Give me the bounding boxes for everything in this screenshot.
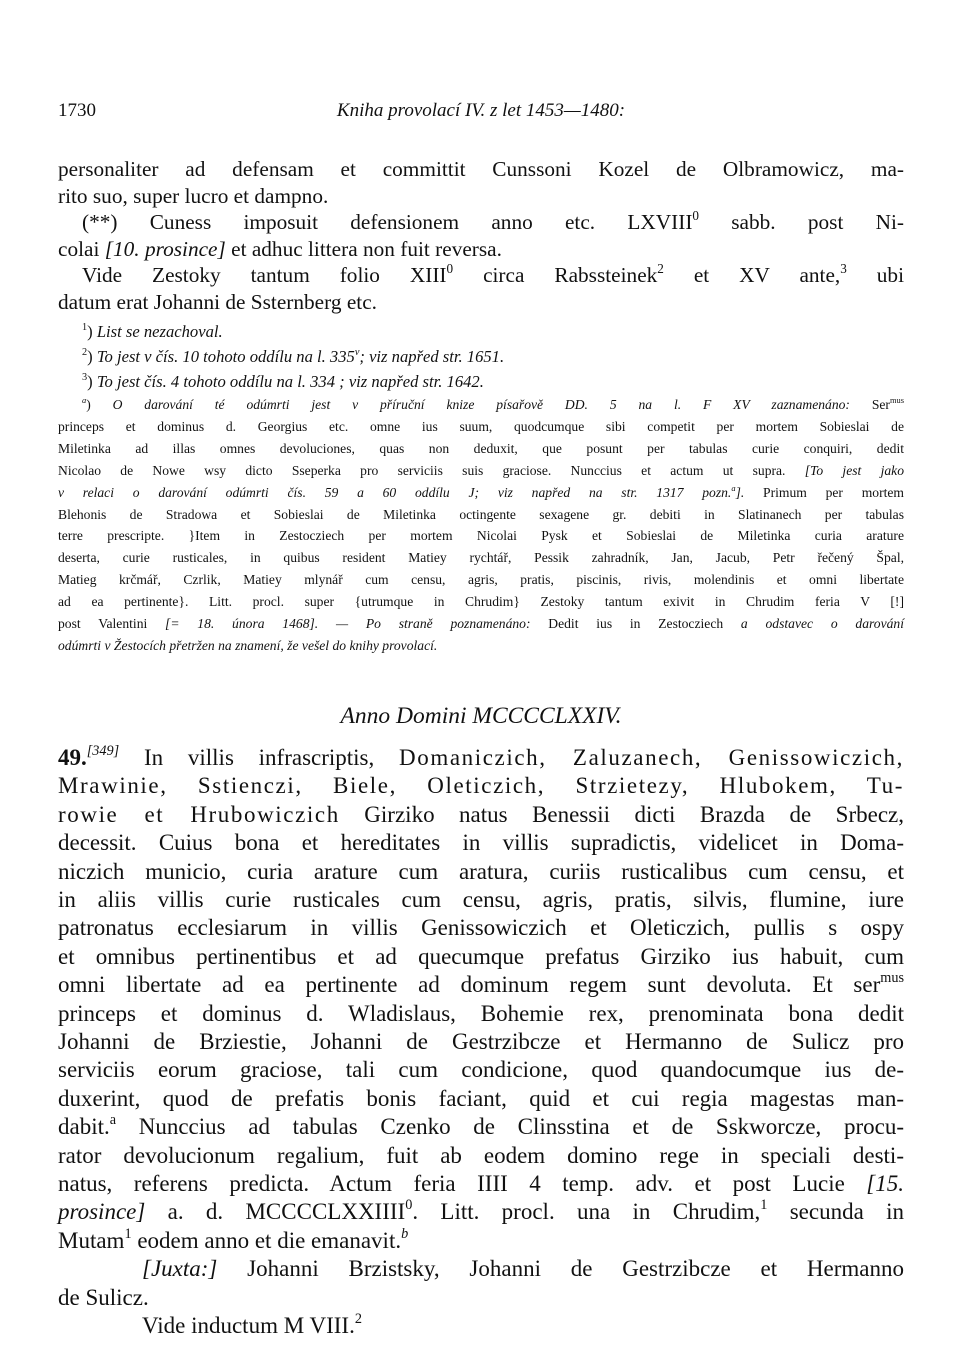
text-line: personaliter ad defensam et committit Cunssoni Kozel de Olbramowicz, ma- [58, 157, 904, 181]
footnote-marker: 2 [657, 260, 664, 276]
footnote-marker: 2 [354, 1311, 362, 1328]
entry-49 [58, 744, 904, 1341]
text-span: Primum per mortem [744, 484, 904, 500]
text-line: princeps et dominus d. Georgius etc. omne ius suum, quodcumque sibi competit per mortem Sobieslai de [58, 418, 904, 434]
page-header [58, 100, 904, 134]
footnote-3: $^3$) To jest čís. 4 tohoto oddílu na l. 334 ; viz napřed str. 1642. [82, 371, 484, 391]
text-line: ad ea pertinente}. Litt. procl. super {utrumque in Chrudim} Zestoky tantum exivit in Chrudim feria V [!] [58, 594, 904, 610]
document-page [58, 100, 904, 1340]
text-span: Johanni Brzistsky, Johanni de Gestrzibcze et Hermanno [217, 1256, 904, 1282]
text-span: et adhuc littera non fuit reversa. [225, 236, 502, 261]
text-line: Miletinka ad illas omnes devoluciones, quas non deduxit, que posunt per tabulas curie conquiri, dedit [58, 440, 904, 456]
text-line [58, 460, 904, 482]
text-span: . Litt. procl. una in Chrudim, [412, 1199, 761, 1225]
footnote-marker: 1 [760, 1197, 768, 1214]
text-span: a. d. MCCCCLXXIIII [145, 1199, 406, 1225]
place-names: Hrubowiczich [190, 801, 340, 827]
text-line: de Sulicz. [58, 1284, 149, 1310]
text-line: terre prescripte. }Item in Zestocziech per mortem Nicolai Pysk et Sobieslai de Miletinka curia arature [58, 528, 904, 544]
text-line: rator devolucionum regalium, fuit ab eodem domino rege in speciali desti- [58, 1142, 904, 1168]
superscript: 0 [446, 260, 454, 276]
footnotes [58, 321, 904, 657]
text-line [58, 236, 904, 263]
footnote-a [58, 394, 904, 657]
footnote-text: To jest čís. 4 tohoto oddílu na l. 334 ; viz napřed str. 1642. [96, 372, 484, 391]
text-line: Matieg krčmář, Czrlik, Matiey mlynář cum censu, agris, pratis, piscinis, rivis, molendinis et omni libertate [58, 572, 904, 588]
text-span: eodem anno et die emanavit. [131, 1227, 402, 1253]
text-line: $^a$) O darování té odúmrti jest v příruční knize písařově DD. 5 na l. F XV zaznamenáno: Ser$^{mus}$ [82, 395, 904, 412]
text-line: Mrawinie, Sstienczi, Biele, Oleticzich, Strzietezy, Hlubokem, Tu- [58, 773, 904, 799]
text-span: ubi [846, 263, 904, 287]
footnote-marker: b [401, 1225, 409, 1242]
text-line [58, 482, 904, 504]
superscript: 0 [405, 1197, 413, 1214]
entry-reference: [349] [86, 742, 120, 759]
date-note: prosince] [58, 1199, 146, 1225]
text-span: et XV ante, [663, 263, 841, 287]
text-span: omni libertate ad ea pertinente ad dominum regem sunt devoluta. Et ser [58, 972, 881, 998]
text-span: ]. [735, 484, 745, 500]
text-line: patronatus ecclesiarum in villis Genissowiczich et Oleticzich, pullis s ospy [58, 915, 904, 941]
text-span: secunda in [767, 1199, 905, 1225]
text-line [58, 1113, 904, 1141]
superscript: a [731, 482, 736, 493]
footnote-marker: 1 [124, 1225, 132, 1242]
text-line: serviciis eorum graciose, tali cum condicione, quod quandocumque ius de- [58, 1057, 904, 1083]
footnote-number: 1 [82, 321, 88, 333]
year-heading: Anno Domini MCCCCLXXIV. [340, 702, 622, 729]
footnote-marker: 3 [840, 260, 847, 276]
text-span: natus, referens predicta. Actum feria IIII 4 temp. adv. et post Lucie [58, 1170, 867, 1196]
text-span: a odstavec o darování [740, 616, 904, 632]
text-line: datum erat Johanni de Ssternberg etc. [58, 289, 377, 314]
date-note: [15. [866, 1170, 904, 1196]
text-line [58, 801, 904, 829]
footnote-text: List se nezachoval. [96, 322, 223, 341]
text-span: rowie et [58, 801, 191, 827]
text-line [58, 1198, 904, 1226]
text-line [58, 1170, 904, 1198]
text-line: in aliis villis curie rusticales cum censu, agris, pratis, silvis, flumine, iure [58, 886, 904, 912]
text-span: Nicolao de Nowe wsy dicto Sseperka pro serviciis suis graciose. Nunccius et actum ut supra. [58, 462, 805, 478]
text-span: colai [58, 236, 105, 261]
page-number: 1730 [58, 100, 96, 121]
text-span: Vide Zestoky tantum folio XIII [82, 263, 447, 287]
text-span: Mutam [58, 1227, 125, 1253]
text-line: rito suo, super lucro et dampno. [58, 183, 329, 208]
text-span: Ser [849, 397, 890, 412]
text-line: niczich municio, curia arature cum aratura, curiis rusticalibus cum censu, et [58, 858, 904, 884]
text-line: deserta, curie rusticales, in quibus resident Matiey rychtář, Pessik zahradník, Jan, Jacub, Petr řečený Špal, [58, 550, 904, 566]
text-line: et omnibus pertinentibus et ad quecumque prefatus Girziko ius habuit, cum [58, 943, 904, 969]
text-line: Blehonis de Stradowa et Sobieslai de Miletinka octingente sexagene gr. debiti in Slatinanech per tabulas [58, 506, 904, 522]
footnote-text: To jest v čís. 10 tohoto oddílu na l. 335 [96, 347, 355, 366]
text-span: circa Rabssteinek [453, 263, 658, 287]
text-line: princeps et dominus d. Wladislaus, Bohemie rex, prenominata bona dedit [58, 1000, 904, 1026]
text-line: decessit. Cuius bona et hereditates in villis supradictis, videlicet in Doma- [58, 830, 904, 856]
text-span: Girziko natus Benessii dicti Brazda de Srbecz, [339, 801, 904, 827]
juxta-note: [Juxta:] [142, 1256, 218, 1282]
text-span: In villis infrascriptis, [119, 744, 400, 770]
text-line [58, 1255, 904, 1283]
superscript: mus [889, 395, 904, 406]
superscript: 0 [692, 207, 700, 223]
running-title: Kniha provolací IV. z let 1453—1480: [336, 100, 626, 121]
footnote-number: 2 [82, 346, 88, 358]
place-names: Domaniczich, Zaluzanech, Genissowiczich, [399, 744, 904, 770]
text-line [58, 744, 904, 772]
date-note: [10. prosince] [104, 236, 226, 261]
footnote-text: ; viz napřed str. 1651. [359, 347, 505, 366]
text-line [58, 262, 904, 289]
text-line: duxerint, quod de prefatis bonis faciant, quid et cui regia magestas man- [58, 1085, 904, 1111]
text-line [58, 971, 904, 999]
text-line [58, 1312, 904, 1340]
text-span: Nunccius ad tabulas Czenko de Clinsstina et de Sskworcze, procu- [116, 1114, 904, 1140]
text-line [58, 209, 904, 236]
text-span: [= 18. února 1468]. — Po straně poznamenáno: [165, 616, 531, 632]
text-span: Vide inductum M VIII. [142, 1313, 355, 1338]
text-span: (**) Cuness imposuit defensionem anno etc. LXVIII [82, 210, 693, 234]
footnote-number: 3 [82, 371, 88, 383]
footnote-number: a [82, 395, 87, 406]
footnote-marker: a [109, 1112, 117, 1129]
text-line: odúmrti v Žestocích přetržen na znamení, že vešel do knihy provolací. [58, 637, 438, 653]
text-line: Johanni de Brziestie, Johanni de Gestrzibcze et Hermanno de Sulicz pro [58, 1028, 904, 1054]
text-span: v relaci o darování odúmrti čís. 59 a 60 oddílu J; viz napřed na str. 1317 pozn. [58, 484, 732, 500]
text-span: Dedit ius in Zestocziech [530, 616, 741, 632]
text-span: O darování té odúmrti jest v příruční knize písařově DD. 5 na l. F XV zaznamenáno: [112, 397, 850, 412]
footnote-1: $^1$) List se nezachoval. [82, 321, 223, 341]
superscript: mus [880, 970, 904, 987]
footnote-2: $^2$) To jest v čís. 10 tohoto oddílu na l. 335$^v$; viz napřed str. 1651. [82, 346, 505, 366]
superscript: v [354, 346, 360, 358]
text-span: dabit. [58, 1114, 110, 1140]
continued-entry [58, 156, 904, 315]
text-span: sabb. post Ni- [699, 210, 904, 234]
text-span: [To jest jako [804, 462, 904, 478]
text-line [58, 613, 904, 635]
entry-number: 49. [58, 744, 87, 770]
text-span: post Valentini [58, 616, 166, 632]
text-line [58, 1227, 904, 1255]
